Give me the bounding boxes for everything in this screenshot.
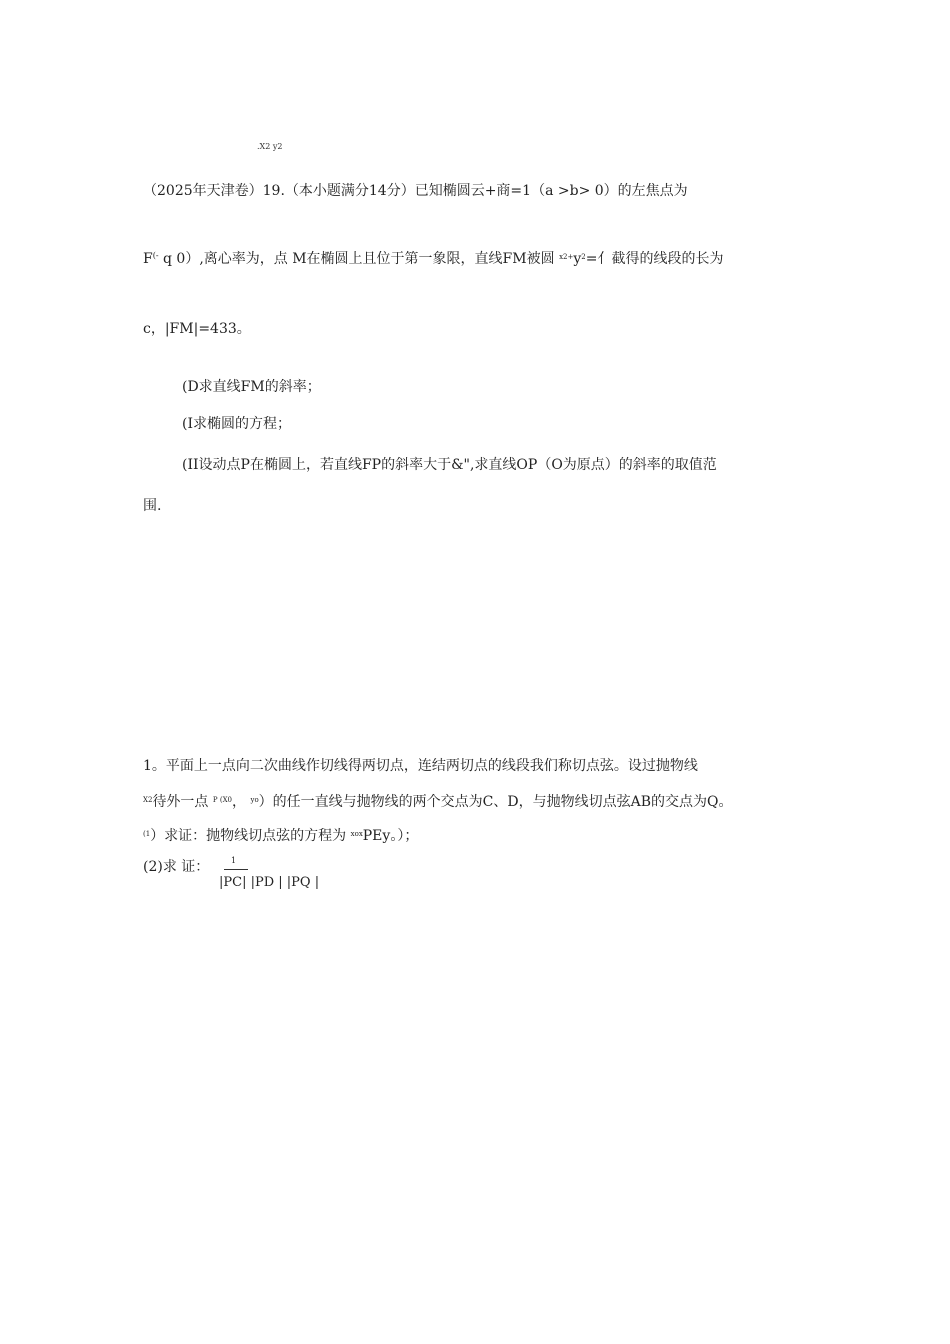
problem-1-part-2-label: (2)求 证： <box>143 859 210 875</box>
fraction-numerator: 1 <box>231 856 237 865</box>
problem-19-line-2: F(- q 0）,离心率为，点 M在椭圆上且位于第一象限，直线FM被圆 $^{x2+}y^2=$亻截得的线段的长为 <box>143 251 724 267</box>
problem-1-line-1: 1。平面上一点向二次曲线作切线得两切点，连结两切点的线段我们称切点弦。设过抛物线 <box>143 758 698 774</box>
part-3: (II设动点P在椭圆上，若直线FP的斜率大于&",求直线OP（O为原点）的斜率的取值范 <box>182 457 717 473</box>
formula-superscript: .X2 y2 <box>257 142 283 151</box>
part-1: (D求直线FM的斜率； <box>182 379 321 395</box>
problem-19-line-3: c，|FM|=433。 <box>143 321 251 337</box>
fraction-bar <box>224 869 248 870</box>
problem-19-line-1: （2025年天津卷）19.（本小题满分14分）已知椭圆云+商=1（a >b> 0）的左焦点为 <box>143 183 688 199</box>
part-2: (I求椭圆的方程； <box>182 416 291 432</box>
problem-1-line-2: $^{X2}$待外一点 $^{P (X0}$， $^{yo}$）的任一直线与抛物线的两个交点为C、D，与抛物线切点弦AB的交点为Q。 <box>143 794 733 810</box>
part-3-continued: 围. <box>143 498 162 514</box>
problem-1-part-1: $^{(1}$）求证：抛物线切点弦的方程为 $^{xox}$PEy。）； <box>143 828 419 844</box>
fraction-denominators: |PC| |PD | |PQ | <box>219 875 320 890</box>
